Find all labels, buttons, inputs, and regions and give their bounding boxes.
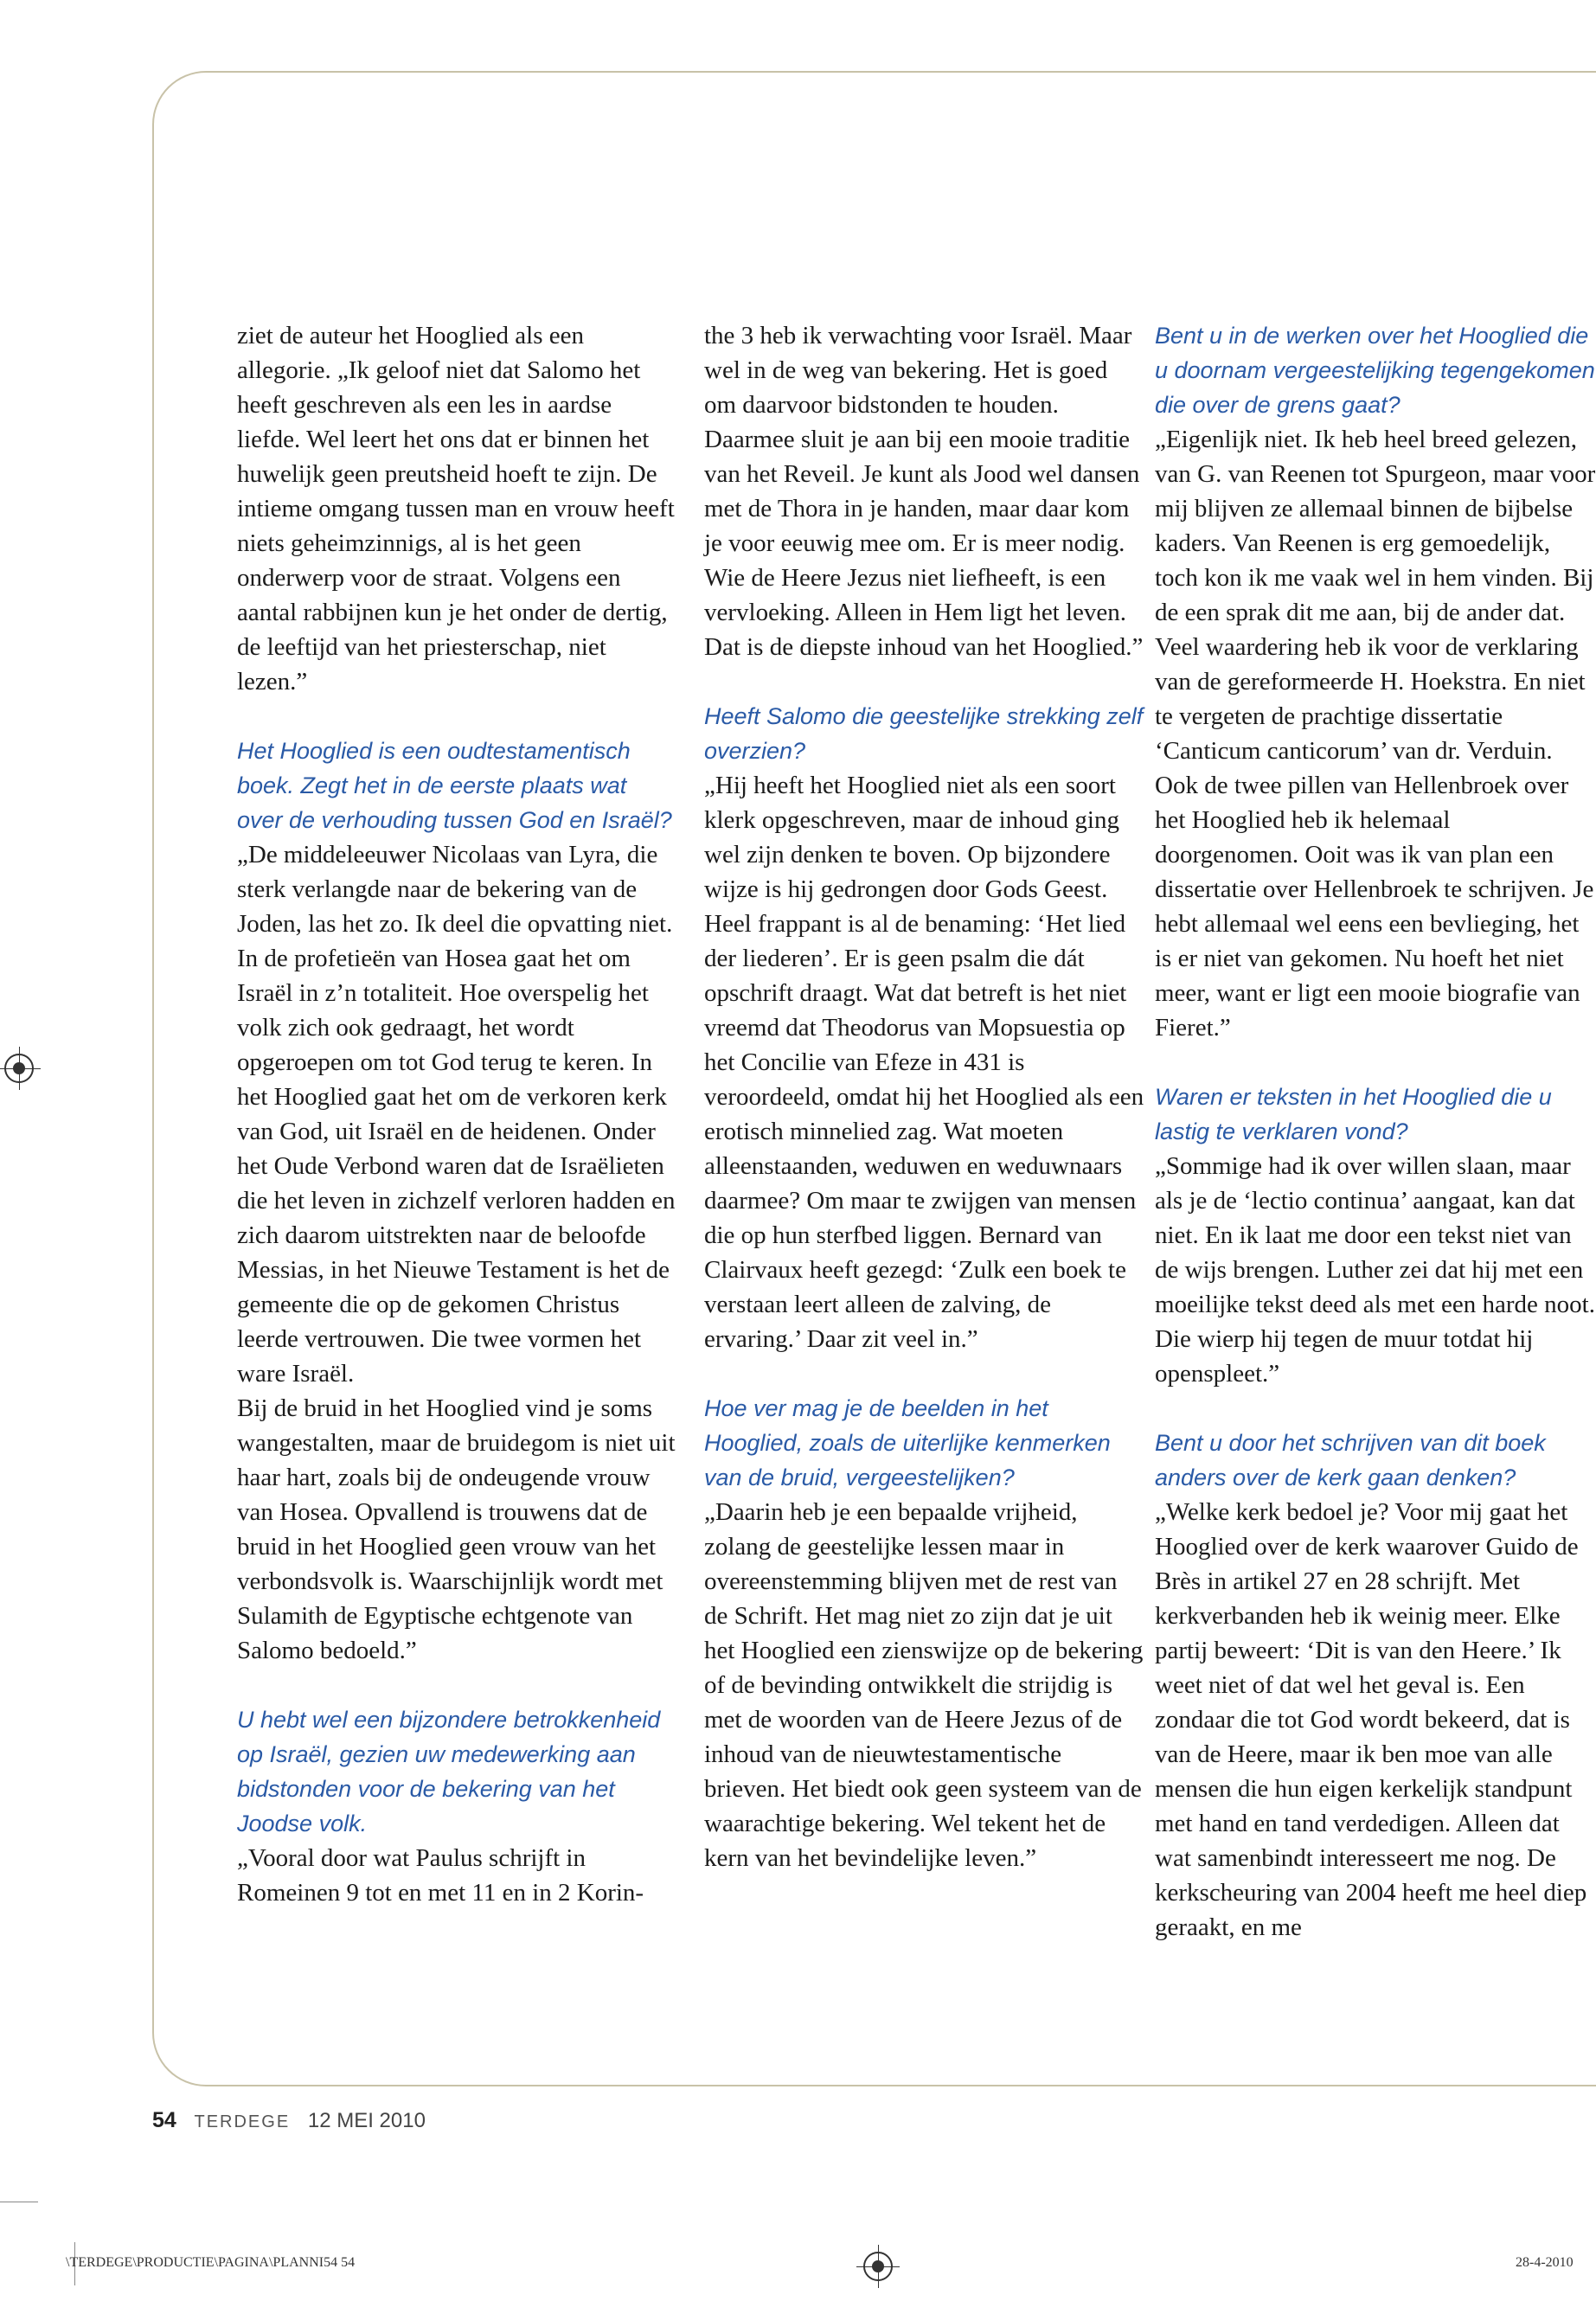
body-paragraph: „Daarin heb je een bepaalde vrijheid, zolang de geestelijke lessen maar in overeenstemming blijven met de rest van de Schrift. Het mag niet zo zijn dat je uit het Hooglied een zienswijze op de bekering of de bevinding ontwikkelt die strijdig is met de woorden van de Heere Jezus of de inhoud van de nieuwtestamentische brieven. Het biedt ook geen systeem van de waarachtige bekering. Wel tekent het de kern van het bevindelijke leven.”	[704, 1498, 1144, 1872]
interview-question: Het Hooglied is een oudtestamentisch boek. Zegt het in de eerste plaats wat over de verhouding tussen God en Israël?	[237, 738, 672, 833]
body-paragraph: „Welke kerk bedoel je? Voor mij gaat het Hooglied over de kerk waarover Guido de Brès in artikel 27 en 28 schrijft. Met kerkverbanden heb ik weinig meer. Elke partij beweert: ‘Dit is van den Heere.’ Ik weet niet of dat wel het geval is. Een zondaar die tot God wordt bekeerd, dat is van de Heere, maar ik ben moe van alle mensen die hun eigen kerkelijk standpunt met hand en tand verdedigen. Alleen dat wat samenbindt interesseert me nog. De kerkscheuring van 2004 heeft me heel diep geraakt, en me	[1155, 1498, 1587, 1941]
body-paragraph: Bij de bruid in het Hooglied vind je soms wangestalten, maar de bruidegom is niet uit haar hart, zoals bij de ondeugende vrouw van Hosea. Opvallend is trouwens dat de bruid in het Hooglied geen vrouw van het verbondsvolk is. Waarschijnlijk wordt met Sulamith de Egyptische echtgenote van Salomo bedoeld.”	[237, 1394, 676, 1664]
article-column-2	[704, 318, 1145, 1875]
magazine-name: TERDEGE	[194, 2112, 291, 2131]
page-footer	[152, 2108, 426, 2133]
body-paragraph: „Vooral door wat Paulus schrijft in Romeinen 9 tot en met 11 en in 2 Korin-	[237, 1844, 644, 1907]
interview-question: Waren er teksten in het Hooglied die u lastig te verklaren vond?	[1155, 1084, 1552, 1144]
registration-mark-icon	[4, 1054, 34, 1083]
page-number: 54	[152, 2108, 176, 2132]
article-column-3	[1155, 318, 1596, 1945]
body-paragraph: „Hij heeft het Hooglied niet als een soort klerk opgeschreven, maar de inhoud ging wel zijn denken te boven. Op bijzondere wijze is hij gedrongen door Gods Geest. Heel frappant is al de benaming: ‘Het lied der liederen’. Er is geen psalm die dát opschrift draagt. Wat dat betreft is het niet vreemd dat Theodorus van Mopsuestia op het Concilie van Efeze in 431 is veroordeeld, omdat hij het Hooglied als een erotisch minnelied zag. Wat moeten alleenstaanden, weduwen en weduwnaars daarmee? Om maar te zwijgen van mensen die op hun sterfbed liggen. Bernard van Clairvaux heeft gezegd: ‘Zulk een boek te verstaan leert alleen de zalving, de ervaring.’ Daar zit veel in.”	[704, 772, 1144, 1353]
body-paragraph: „Sommige had ik over willen slaan, maar als je de ‘lectio continua’ aangaat, kan dat niet. En ik laat me door een tekst niet van de wijs brengen. Luther zei dat hij met een moeilijke tekst deed als met een harde noot. Die wierp hij tegen de muur totdat hij openspleet.”	[1155, 1152, 1595, 1388]
body-paragraph: ziet de auteur het Hooglied als een allegorie. „Ik geloof niet dat Salomo het heeft geschreven als een les in aardse liefde. Wel leert het ons dat er binnen het huwelijk geen preutsheid hoeft te zijn. De intieme omgang tussen man en vrouw heeft niets geheimzinnigs, al is het geen onderwerp voor de straat. Volgens een aantal rabbijnen kun je het onder de dertig, de leeftijd van het priesterschap, niet lezen.”	[237, 322, 675, 695]
interview-question: Hoe ver mag je de beelden in het Hooglied, zoals de uiterlijke kenmerken van de bruid, vergeestelijken?	[704, 1395, 1111, 1490]
interview-question: Heeft Salomo die geestelijke strekking zelf overzien?	[704, 703, 1144, 764]
registration-mark-icon	[863, 2252, 893, 2281]
interview-question: Bent u door het schrijven van dit boek anders over de kerk gaan denken?	[1155, 1430, 1546, 1490]
interview-question: Bent u in de werken over het Hooglied die u doornam vergeestelijking tegengekomen die over de grens gaat?	[1155, 323, 1595, 418]
body-paragraph: „Eigenlijk niet. Ik heb heel breed gelezen, van G. van Reenen tot Spurgeon, maar voor mij blijven ze allemaal binnen de bijbelse kaders. Van Reenen is erg gemoedelijk, toch kon ik me vaak wel in hem vinden. Bij de een sprak dit me aan, bij de ander dat. Veel waardering heb ik voor de verklaring van de gereformeerde H. Hoekstra. En niet te vergeten de prachtige dissertatie ‘Canticum canticorum’ van dr. Verduin. Ook de twee pillen van Hellenbroek over het Hooglied heb ik helemaal doorgenomen. Ooit was ik van plan een dissertatie over Hellenbroek te schrijven. Je hebt allemaal wel eens een bevlieging, het is er niet van gekomen. Nu hoeft het niet meer, want er ligt een mooie biografie van Fieret.”	[1155, 426, 1596, 1042]
body-paragraph: the 3 heb ik verwachting voor Israël. Maar wel in de weg van bekering. Het is goed om daarvoor bidstonden te houden. Daarmee sluit je aan bij een mooie traditie van het Reveil. Je kunt als Jood wel dansen met de Thora in je handen, maar daar kom je voor eeuwig mee om. Er is meer nodig. Wie de Heere Jezus niet liefheeft, is een vervloeking. Alleen in Hem ligt het leven. Dat is de diepste inhoud van het Hooglied.”	[704, 322, 1144, 661]
print-slug-date: 28-4-2010	[1516, 2255, 1574, 2270]
interview-question: U hebt wel een bijzondere betrokkenheid op Israël, gezien uw medewerking aan bidstonden voor de bekering van het Joodse volk.	[237, 1707, 661, 1836]
article-column-1	[237, 318, 678, 1910]
print-slug-path: \TERDEGE\PRODUCTIE\PAGINA\PLANNI54 54	[66, 2255, 356, 2270]
issue-date: 12 MEI 2010	[307, 2109, 426, 2132]
body-paragraph: „De middeleeuwer Nicolaas van Lyra, die sterk verlangde naar de bekering van de Joden, las het zo. Ik deel die opvatting niet. In de profetieën van Hosea gaat het om Israël in z’n totaliteit. Hoe overspelig het volk zich ook gedraagt, het wordt opgeroepen om tot God terug te keren. In het Hooglied gaat het om de verkoren kerk van God, uit Israël en de heidenen. Onder het Oude Verbond waren dat de Israëlieten die het leven in zichzelf verloren hadden en zich daarom uitstrekten naar de beloofde Messias, in het Nieuwe Testament is het de gemeente die op de gekomen Christus leerde vertrouwen. Die twee vormen het ware Israël.	[237, 841, 676, 1388]
